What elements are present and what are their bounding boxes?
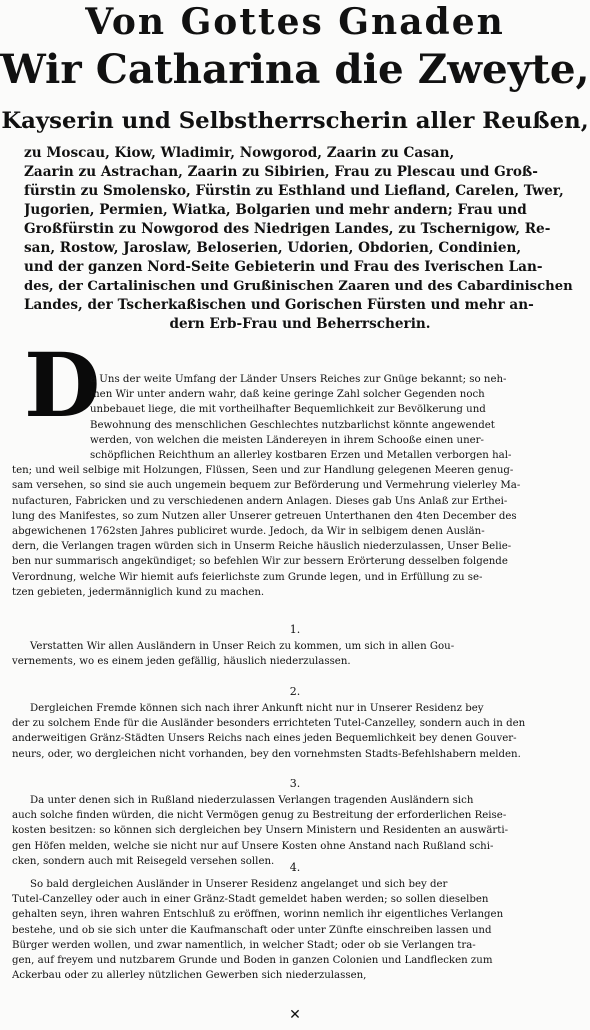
title-line: zu Moscau, Kiow, Wladimir, Nowgorod, Zaarin zu Casan, bbox=[24, 145, 455, 161]
title-line: Landes, der Tscherkaßischen und Gorischen Fürsten und mehr an- bbox=[24, 297, 534, 313]
article-line: Verstatten Wir allen Ausländern in Unser Reich zu kommen, um sich in allen Gou- bbox=[30, 641, 455, 652]
article-line: kosten besitzen: so können sich dergleichen bey Unsern Ministern und Residenten an auswärti- bbox=[12, 825, 509, 837]
article-line: neurs, oder, wo dergleichen nicht vorhanden, bey den vornehmsten Stadts-Befehlshabern melden. bbox=[12, 748, 521, 760]
preamble-line: ten; und weil selbige mit Holzungen, Flüssen, Seen und zur Handlung gelegenen Meeren genug- bbox=[12, 465, 514, 477]
preamble-line: ben nur summarisch angekündiget; so befehlen Wir zur bessern Erörterung desselben folgende bbox=[12, 556, 508, 568]
title-line: Jugorien, Permien, Wiatka, Bolgarien und mehr andern; Frau und bbox=[24, 202, 527, 218]
article-number: 3. bbox=[289, 777, 301, 790]
title-line: dern Erb-Frau und Beherrscherin. bbox=[169, 316, 431, 332]
article-line: Ackerbau oder zu allerley nützlichen Gewerben sich niederzulassen, bbox=[12, 970, 367, 982]
article-line: Da unter denen sich in Rußland niederzulassen Verlangen tragenden Ausländern sich bbox=[30, 795, 474, 806]
article-number: 1. bbox=[289, 623, 301, 636]
article-line: vernements, wo es einem jeden gefällig, häuslich niederzulassen. bbox=[12, 656, 351, 668]
decorated-initial: D bbox=[24, 333, 101, 437]
article-paragraph bbox=[12, 701, 578, 762]
article-paragraph bbox=[12, 877, 578, 983]
article-number: 2. bbox=[289, 685, 301, 698]
article-line: Dergleichen Fremde können sich nach ihrer Ankunft nicht nur in Unserer Residenz bey bbox=[30, 703, 484, 714]
end-mark-icon: ✕ bbox=[289, 1007, 301, 1023]
title-line: san, Rostow, Jaroslaw, Beloserien, Udorien, Obdorien, Condinien, bbox=[24, 240, 522, 256]
article-number: 4. bbox=[289, 861, 301, 874]
header-line-3: Kayserin und Selbstherrscherin aller Reußen, bbox=[1, 108, 589, 134]
preamble-line: schöpflichen Reichthum an allerley kostbaren Erzen und Metallen verborgen hal- bbox=[90, 450, 512, 462]
article-paragraph bbox=[12, 793, 578, 869]
preamble-line: Verordnung, welche Wir hiemit aufs feierlichste zum Grunde legen, und in Erfüllung zu se- bbox=[12, 571, 483, 583]
title-line: Zaarin zu Astrachan, Zaarin zu Sibirien, Frau zu Plescau und Groß- bbox=[24, 164, 538, 180]
article-line: der zu solchem Ende für die Ausländer besonders errichteten Tutel-Canzelley, sondern auch in den bbox=[12, 718, 526, 730]
article-line: bestehe, und ob sie sich unter die Kaufmanschaft oder unter Zünfte einschreiben lassen und bbox=[12, 924, 492, 936]
preamble-line: unbebauet liege, die mit vortheilhafter Bequemlichkeit zur Bevölkerung und bbox=[90, 404, 486, 416]
article-line: gen, auf freyem und nutzbarem Grunde und Boden in ganzen Colonien und Landflecken zum bbox=[12, 955, 493, 967]
article-line: Tutel-Canzelley oder auch in einer Gränz-Stadt gemeldet haben werden; so sollen dieselben bbox=[12, 894, 489, 906]
title-line: des, der Cartalinischen und Grußinischen Zaaren und des Cabardinischen bbox=[24, 279, 573, 294]
preamble-line: a Uns der weite Umfang der Länder Unsers Reiches zur Gnüge bekannt; so neh- bbox=[90, 374, 507, 385]
article-line: So bald dergleichen Ausländer in Unserer Residenz angelanget und sich bey der bbox=[30, 879, 448, 890]
article-line: cken, sondern auch mit Reisegeld versehen sollen. bbox=[12, 855, 275, 867]
header-line-1: Von Gottes Gnaden bbox=[85, 1, 505, 43]
preamble-line: men Wir unter andern wahr, daß keine geringe Zahl solcher Gegenden noch bbox=[90, 389, 485, 401]
header-line-2: Wir Catharina die Zweyte, bbox=[0, 45, 590, 93]
preamble-paragraph bbox=[12, 372, 578, 600]
preamble-line: sam versehen, so sind sie auch ungemein bequem zur Beförderung und Vermehrung vielerley Ma- bbox=[12, 480, 521, 492]
preamble-line: dern, die Verlangen tragen würden sich in Unserm Reiche häuslich niederzulassen, Unser Belie- bbox=[12, 541, 512, 553]
article-paragraph bbox=[12, 639, 578, 669]
article-line: gen Höfen melden, welche sie nicht nur auf Unsere Kosten ohne Anstand nach Rußland schi- bbox=[12, 840, 494, 852]
title-line: Großfürstin zu Nowgorod des Niedrigen Landes, zu Tschernigow, Re- bbox=[24, 221, 551, 237]
preamble-line: nufacturen, Fabricken und zu verschiedenen andern Anlagen. Dieses gab Uns Anlaß zur Erthei- bbox=[12, 495, 508, 507]
article-line: Bürger werden wollen, und zwar namentlich, in welcher Stadt; oder ob sie Verlangen tra- bbox=[12, 939, 476, 951]
preamble-line: tzen gebieten, jedermänniglich kund zu machen. bbox=[12, 586, 265, 598]
article-line: anderweitigen Gränz-Städten Unsers Reichs nach eines jeden Bequemlichkeit bey denen Gouver- bbox=[12, 733, 517, 745]
article-line: gehalten seyn, ihren wahren Entschluß zu eröffnen, worinn nemlich ihr eigentliches Verlangen bbox=[12, 909, 504, 921]
title-line: fürstin zu Smolensko, Fürstin zu Esthland und Liefland, Carelen, Twer, bbox=[24, 183, 564, 199]
title-block bbox=[24, 144, 576, 334]
preamble-line: lung des Manifestes, so zum Nutzen aller Unserer getreuen Unterthanen den 4ten December des bbox=[12, 510, 517, 522]
preamble-line: abgewichenen 1762sten Jahres publiciret wurde. Jedoch, da Wir in selbigem denen Auslän- bbox=[12, 526, 485, 538]
preamble-line: werden, von welchen die meisten Ländereyen in ihrem Schooße einen uner- bbox=[90, 434, 484, 446]
preamble-line: Bewohnung des menschlichen Geschlechtes nutzbarlichst könnte angewendet bbox=[90, 419, 495, 431]
title-line: und der ganzen Nord-Seite Gebieterin und Frau des Iverischen Lan- bbox=[24, 259, 543, 275]
article-line: auch solche finden würden, die nicht Vermögen genug zu Bestreitung der erforderlichen Reise- bbox=[12, 810, 507, 822]
